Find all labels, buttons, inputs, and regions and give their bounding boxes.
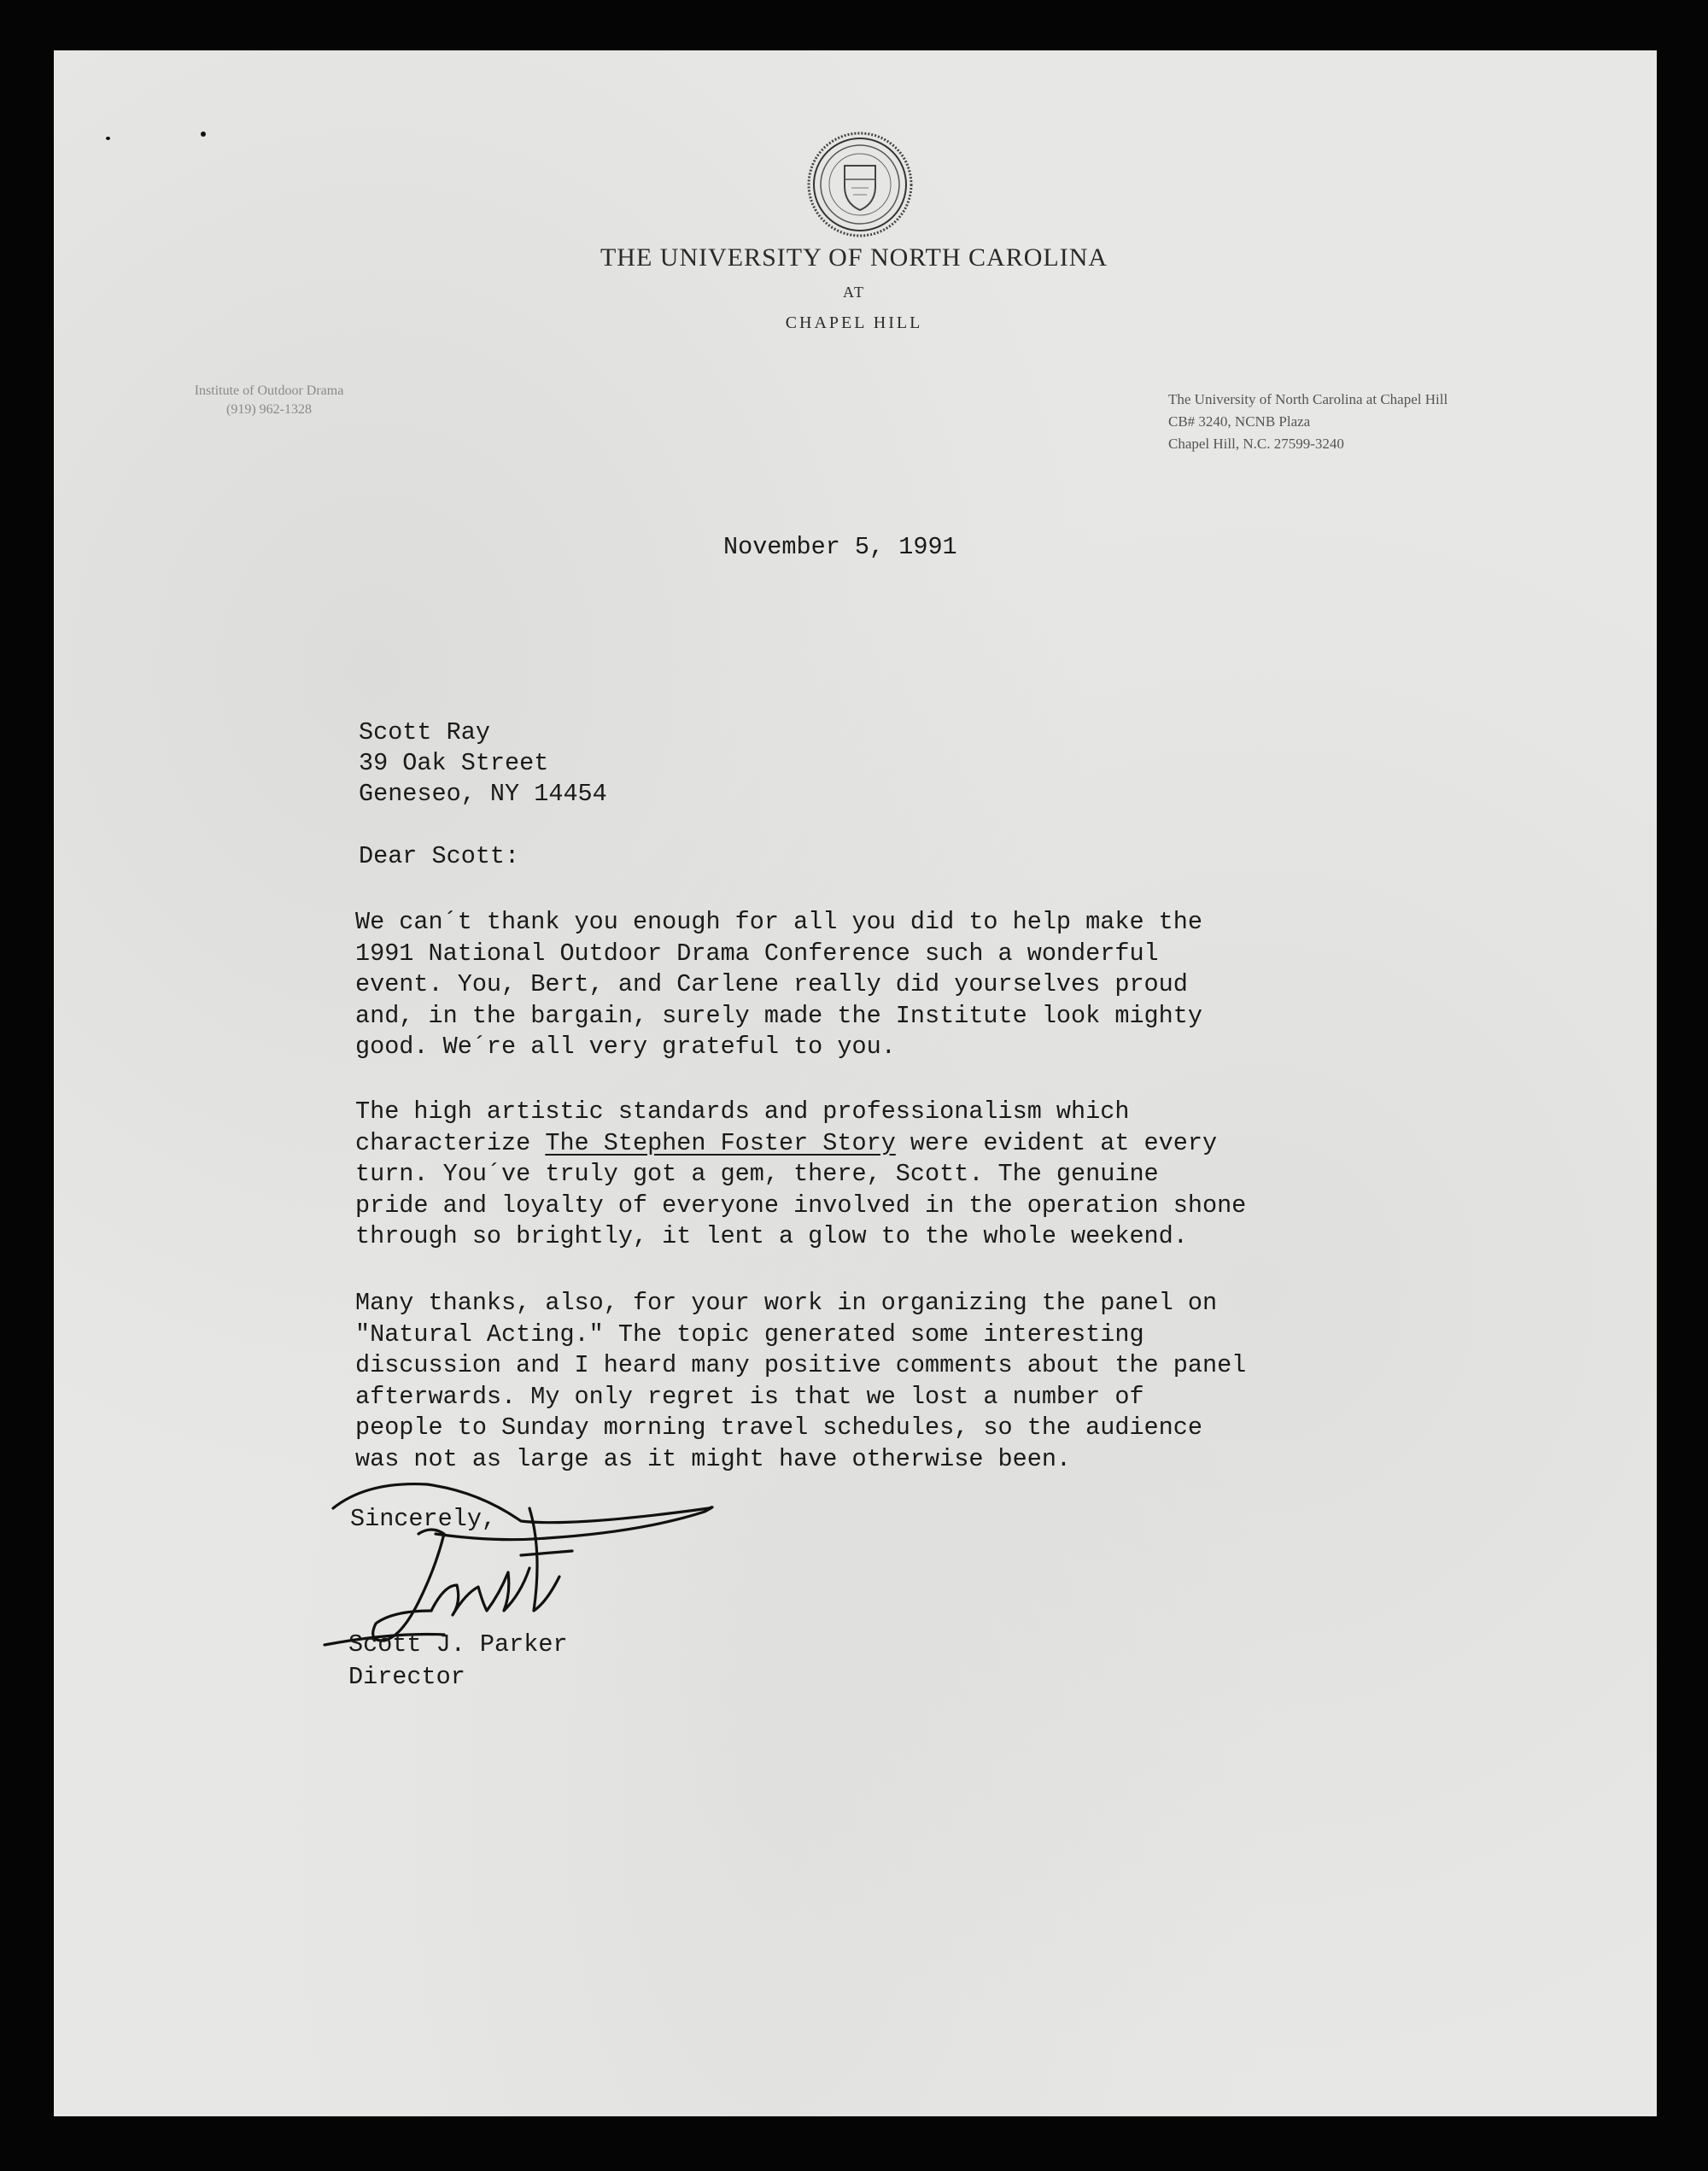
salutation: Dear Scott: [359,842,520,870]
speck-mark [201,132,206,137]
paragraph-1: We can´t thank you enough for all you did to help make the 1991 National Outdoor Drama Conference such a wonderful event. You, Bert, and Carlene really did yourselves proud and, in the bargain, surely made the Institute look mighty good. We´re all very grateful to you. [355,908,1202,1061]
institute-contact-block [128,382,410,419]
paragraph-2 [355,1097,1363,1253]
signer-name: Scott J. Parker [348,1630,568,1659]
letter-page [54,50,1657,2116]
play-title: The Stephen Foster Story [545,1128,896,1157]
paragraph-2-lead: The high artistic standards and professionalism which characterize [355,1097,1130,1157]
address-line-1: The University of North Carolina at Chapel Hill [1168,391,1448,407]
letter-date: November 5, 1991 [723,533,957,561]
recipient-city: Geneseo, NY 14454 [359,780,607,808]
university-name: THE UNIVERSITY OF NORTH CAROLINA [600,243,1108,272]
recipient-name: Scott Ray [359,718,490,746]
paragraph-2-rest: were evident at every turn. You´ve truly got a gem, there, Scott. The genuine pride and loyalty of everyone involved in the operation shone through so brightly, it lent a glow to the whole weekend. [355,1128,1247,1250]
paragraph-3: Many thanks, also, for your work in organizing the panel on "Natural Acting." The topic generated some interesting discussion and I heard many positive comments about the panel afterwards. My only regret is that we lost a number of people to Sunday morning travel schedules, so the audience was not as large as it might have otherwise been. [355,1289,1247,1473]
closing: Sincerely, [350,1505,497,1533]
university-address-block [1168,389,1448,455]
address-line-3: Chapel Hill, N.C. 27599-3240 [1168,436,1344,452]
institute-phone: (919) 962-1328 [226,402,312,417]
university-place: CHAPEL HILL [785,313,923,332]
recipient-address [359,717,607,810]
signer-block [348,1629,568,1694]
university-seal-icon [807,132,913,237]
institute-name: Institute of Outdoor Drama [194,383,344,398]
speck-mark [106,137,110,140]
recipient-street: 39 Oak Street [359,749,549,777]
signer-title: Director [348,1663,465,1691]
address-line-2: CB# 3240, NCNB Plaza [1168,413,1311,430]
university-at: AT [843,284,865,301]
